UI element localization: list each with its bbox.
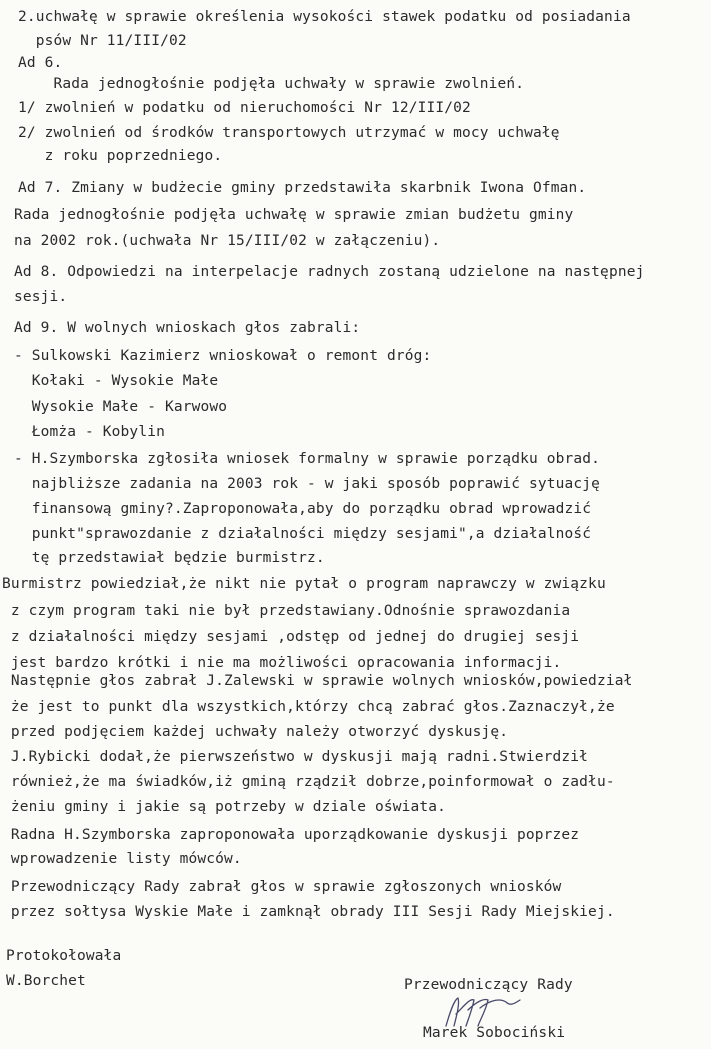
- text-line: tę przedstawiał będzie burmistrz.: [14, 550, 325, 566]
- text-line: finansową gminy?.Zaproponowała,aby do porządku obrad wprowadzić: [14, 501, 592, 517]
- text-line: Ad 7. Zmiany w budżecie gminy przedstawiła skarbnik Iwona Ofman.: [18, 180, 587, 196]
- text-line: sesji.: [14, 289, 68, 305]
- text-line: Przewodniczący Rady zabrał głos w sprawie zgłoszonych wniosków: [2, 879, 562, 895]
- text-line: przez sołtysa Wyskie Małe i zamknął obrady III Sesji Rady Miejskiej.: [2, 904, 615, 920]
- text-line: Burmistrz powiedział,że nikt nie pytał o program naprawczy w związku: [2, 576, 606, 592]
- text-line: Rada jednogłośnie podjęła uchwały w sprawie zwolnień.: [18, 76, 525, 92]
- text-line: 2/ zwolnień od środków transportowych utrzymać w mocy uchwałę: [18, 125, 560, 141]
- text-line: Ad 8. Odpowiedzi na interpelacje radnych zostaną udzielone na następnej: [14, 264, 645, 280]
- text-line: 1/ zwolnień w podatku od nieruchomości Nr 12/III/02: [18, 100, 471, 116]
- text-line: Kołaki - Wysokie Małe: [14, 373, 219, 389]
- text-line: Wysokie Małe - Karwowo: [14, 399, 228, 415]
- text-line: Ad 9. W wolnych wnioskach głos zabrali:: [14, 320, 361, 336]
- text-line: punkt"sprawozdanie z działalności między sesjami",a działalność: [14, 526, 592, 542]
- text-line: z działalności między sesjami ,odstęp od jednej do drugiej sesji: [2, 629, 580, 645]
- recorder-label: Protokołowała: [6, 948, 122, 964]
- text-line: na 2002 rok.(uchwała Nr 15/III/02 w załączeniu).: [14, 233, 441, 249]
- chairman-name: Marek Sobociński: [423, 1025, 566, 1041]
- handwritten-signature: [440, 992, 530, 1032]
- text-line: z czym program taki nie był przedstawiany.Odnośnie sprawozdania: [2, 603, 571, 619]
- text-line: - H.Szymborska zgłosiła wniosek formalny w sprawie porządku obrad.: [14, 451, 601, 467]
- text-line: Radna H.Szymborska zaproponowała uporządkowanie dyskusji poprzez: [2, 827, 580, 843]
- text-line: psów Nr 11/III/02: [18, 33, 187, 49]
- text-line: żeniu gminy i jakie są potrzeby w dziale oświata.: [2, 799, 446, 815]
- text-line: Łomża - Kobylin: [14, 424, 165, 440]
- recorder-name: W.Borchet: [6, 973, 86, 989]
- text-line: wprowadzenie listy mówców.: [2, 851, 242, 867]
- text-line: że jest to punkt dla wszystkich,którzy chcą zabrać głos.Zaznaczył,że: [2, 699, 615, 715]
- text-line: najbliższe zadania na 2003 rok - w jaki sposób poprawić sytuację: [14, 476, 601, 492]
- text-line: Ad 6.: [18, 55, 63, 71]
- text-line: J.Rybicki dodał,że pierwszeństwo w dyskusji mają radni.Stwierdził: [2, 749, 589, 765]
- chairman-label: Przewodniczący Rady: [404, 977, 573, 993]
- text-line: również,że ma świadków,iż gminą rządził dobrze,poinformował o zadłu-: [2, 774, 615, 790]
- text-line: 2.uchwałę w sprawie określenia wysokości stawek podatku od posiadania: [18, 9, 631, 25]
- text-line: - Sulkowski Kazimierz wnioskował o remont dróg:: [14, 348, 432, 364]
- text-line: przed podjęciem każdej uchwały należy otworzyć dyskusję.: [2, 724, 509, 740]
- text-line: z roku poprzedniego.: [18, 148, 223, 164]
- text-line: Następnie głos zabrał J.Zalewski w sprawie wolnych wniosków,powiedział: [2, 673, 633, 689]
- text-line: jest bardzo krótki i nie ma możliwości opracowania informacji.: [2, 655, 562, 671]
- text-line: Rada jednogłośnie podjęła uchwałę w sprawie zmian budżetu gminy: [14, 207, 574, 223]
